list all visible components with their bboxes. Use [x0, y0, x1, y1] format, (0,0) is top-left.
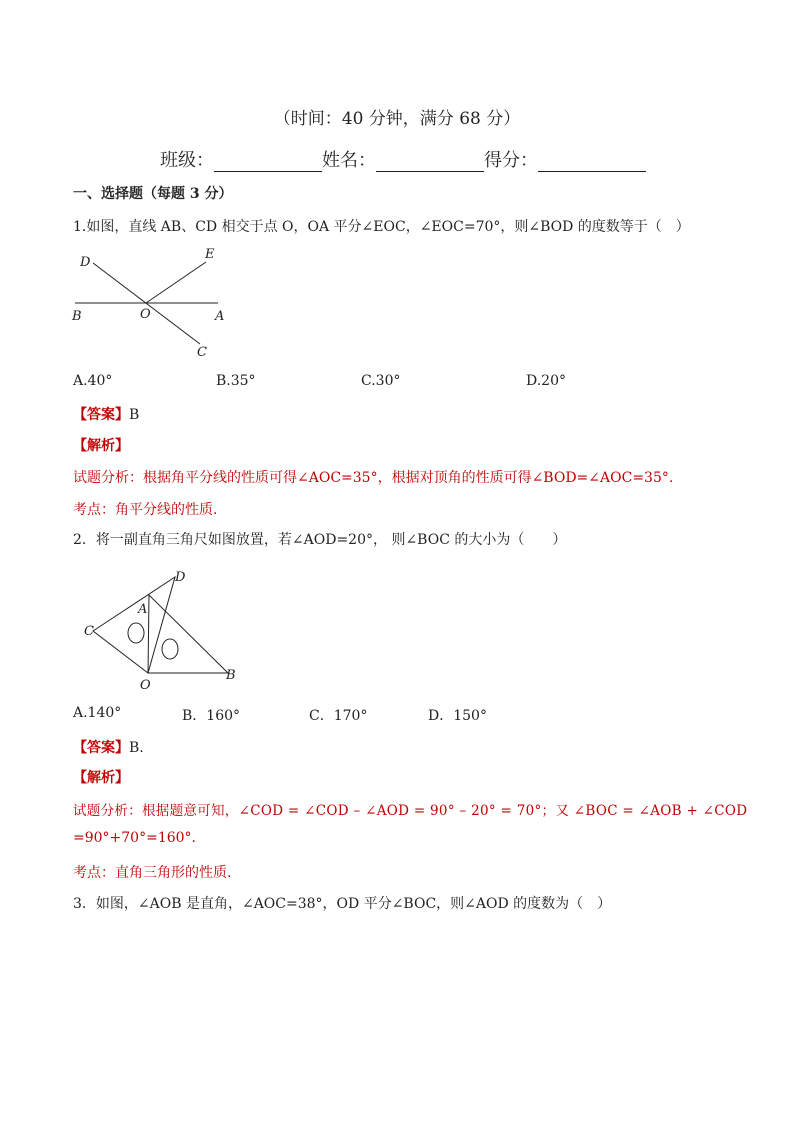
- question-3-stem: 3．如图，∠AOB 是直角，∠AOC=38°，OD 平分∠BOC，则∠AOD 的度数为（ ）: [73, 896, 612, 912]
- label-d: D: [80, 255, 91, 270]
- label-b: B: [72, 309, 82, 324]
- ray-oe: [146, 262, 206, 303]
- triangle-cod: [93, 577, 175, 673]
- question-2-analysis-line-2: =90°+70°=160°.: [73, 830, 196, 846]
- question-1-option-c[interactable]: C.30°: [361, 373, 401, 389]
- question-2-option-a[interactable]: A.140°: [73, 705, 122, 721]
- question-2-analysis-line-1: 试题分析：根据题意可知，∠COD = ∠COD – ∠AOD = 90° – 20° = 70°；又 ∠BOC = ∠AOB + ∠COD: [73, 803, 748, 819]
- question-1-option-a[interactable]: A.40°: [73, 373, 113, 389]
- question-2-figure: [78, 565, 238, 695]
- score-label: 得分：: [484, 150, 538, 171]
- question-1-figure: [60, 240, 240, 368]
- question-1-analysis: 试题分析：根据角平分线的性质可得∠AOC=35°，根据对顶角的性质可得∠BOD=∠AOC=35°.: [73, 470, 674, 486]
- answer-label: 【答案】: [73, 407, 129, 423]
- label-d: D: [175, 570, 186, 585]
- question-1-answer: [73, 404, 139, 424]
- question-2-option-b[interactable]: B．160°: [182, 708, 241, 724]
- question-1-option-d[interactable]: D.20°: [526, 373, 566, 389]
- section-title: 一、选择题（每题 3 分）: [73, 186, 233, 202]
- question-1-option-b[interactable]: B.35°: [216, 373, 256, 389]
- student-info-fields: [160, 146, 646, 172]
- hole-circle-1: [128, 623, 144, 643]
- label-o: O: [140, 307, 151, 322]
- question-2-analysis-label: 【解析】: [73, 770, 129, 786]
- exam-time-info: （时间：40 分钟，满分 68 分）: [273, 109, 521, 129]
- label-c: C: [197, 345, 207, 360]
- answer-value: B: [129, 407, 140, 423]
- question-2-answer: [73, 737, 144, 757]
- label-c: C: [84, 624, 94, 639]
- score-blank[interactable]: [538, 151, 646, 172]
- question-2-point: 考点：直角三角形的性质.: [73, 865, 232, 881]
- question-1-stem: 1.如图，直线 AB、CD 相交于点 O，OA 平分∠EOC，∠EOC=70°，则∠BOD 的度数等于（ ）: [73, 219, 690, 235]
- label-e: E: [205, 247, 215, 262]
- question-1-analysis-label: 【解析】: [73, 438, 129, 454]
- question-2-stem: 2．将一副直角三角尺如图放置，若∠AOD=20°， 则∠BOC 的大小为（ ）: [73, 532, 567, 548]
- label-b: B: [226, 668, 236, 683]
- answer-value: B.: [129, 740, 144, 756]
- triangle-aob: [148, 595, 228, 673]
- label-a: A: [138, 602, 148, 617]
- hole-circle-2: [162, 639, 178, 659]
- class-label: 班级：: [160, 150, 214, 171]
- class-blank[interactable]: [214, 151, 322, 172]
- question-1-point: 考点：角平分线的性质.: [73, 502, 218, 518]
- answer-label: 【答案】: [73, 740, 129, 756]
- name-label: 姓名：: [322, 150, 376, 171]
- label-o: O: [140, 678, 151, 693]
- name-blank[interactable]: [376, 151, 484, 172]
- question-2-option-d[interactable]: D．150°: [428, 708, 487, 724]
- label-a: A: [215, 309, 225, 324]
- question-2-option-c[interactable]: C．170°: [309, 708, 368, 724]
